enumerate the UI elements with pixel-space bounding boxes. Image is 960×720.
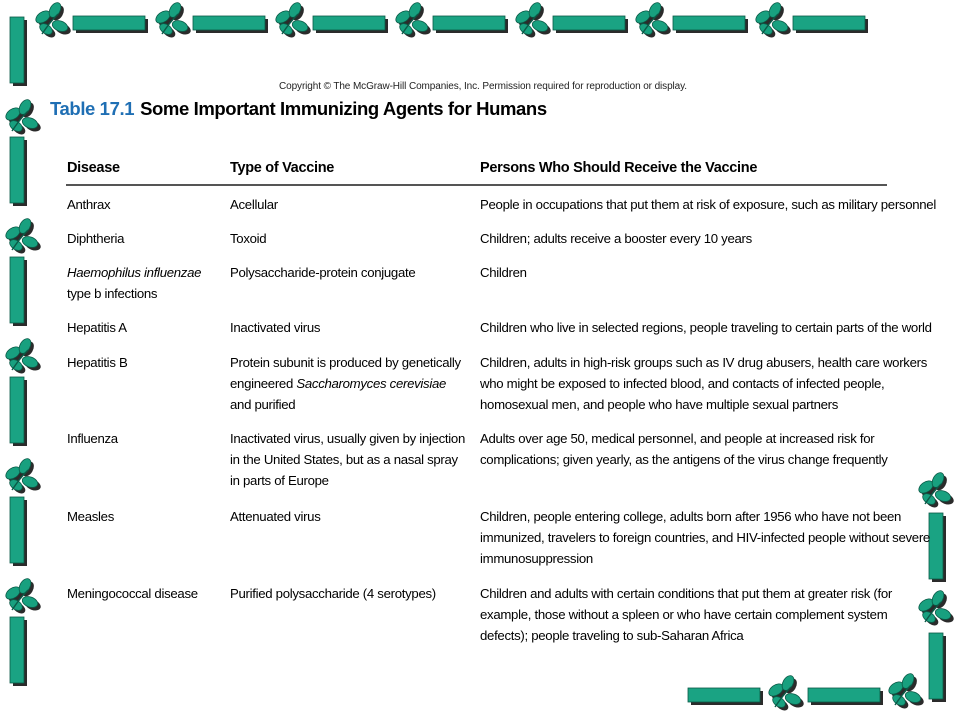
vaccine-type: Inactivated virus [230, 320, 321, 335]
persons-cell [480, 506, 930, 569]
disease-name: Anthrax [67, 197, 111, 212]
disease-name: Haemophilus influenzae [67, 265, 202, 280]
persons-text-2: complications; given yearly, as the antigens of the virus change frequently [480, 452, 888, 467]
header-recipients: Persons Who Should Receive the Vaccine [480, 160, 758, 176]
vaccine-cell [230, 583, 436, 604]
persons-text: Children who live in selected regions, people traveling to certain parts of the world [480, 320, 932, 335]
disease-name: Hepatitis A [67, 320, 127, 335]
vaccine-cell [230, 317, 320, 338]
table-title [50, 98, 547, 120]
disease-cell [67, 428, 118, 449]
disease-name: Diphtheria [67, 231, 125, 246]
persons-cell [480, 194, 936, 215]
vaccine-cell [230, 262, 415, 283]
persons-text-3: defects); people traveling to sub-Saharan Africa [480, 628, 744, 643]
table-number: Table 17.1 [50, 98, 135, 119]
left-border [4, 17, 43, 686]
persons-cell [480, 352, 927, 415]
vaccine-cell [230, 228, 266, 249]
vaccine-cell [230, 506, 321, 527]
persons-text: Children, people entering college, adults born after 1956 who have not been [480, 509, 902, 524]
vaccine-type: Attenuated virus [230, 509, 321, 524]
persons-text-2: example, those without a spleen or who have certain complement system [480, 607, 888, 622]
header-rule [66, 184, 887, 186]
disease-cell [67, 583, 198, 604]
vaccine-type: Protein subunit is produced by genetically [230, 355, 461, 370]
disease-name: Meningococcal disease [67, 586, 198, 601]
persons-text: Children [480, 265, 527, 280]
header-vaccine-type: Type of Vaccine [230, 160, 335, 176]
persons-cell [480, 228, 752, 249]
vaccine-type: Inactivated virus, usually given by injection [230, 431, 465, 446]
persons-cell [480, 583, 892, 646]
persons-text: People in occupations that put them at risk of exposure, such as military personnel [480, 197, 936, 212]
vaccine-cell [230, 428, 465, 491]
vaccine-type: Purified polysaccharide (4 serotypes) [230, 586, 436, 601]
persons-text: Children; adults receive a booster every 10 years [480, 231, 752, 246]
disease-cell [67, 506, 114, 527]
table-title-text: Some Important Immunizing Agents for Humans [140, 98, 547, 119]
vaccine-type-cont [230, 373, 461, 394]
vaccine-type-2: in the United States, but as a nasal spray [230, 452, 458, 467]
disease-name: Hepatitis B [67, 355, 128, 370]
vaccine-type: Toxoid [230, 231, 267, 246]
persons-text: Children and adults with certain conditions that put them at greater risk (for [480, 586, 893, 601]
persons-text-2: who might be exposed to infected blood, and contacts of infected people, [480, 376, 885, 391]
vaccine-type: Acellular [230, 197, 278, 212]
persons-text-3: immunosuppression [480, 551, 593, 566]
vaccine-type-3: in parts of Europe [230, 473, 329, 488]
disease-cell [67, 317, 127, 338]
persons-text: Adults over age 50, medical personnel, and people at increased risk for [480, 431, 875, 446]
copyright-notice: Copyright © The McGraw-Hill Companies, Inc. Permission required for reproduction or display. [279, 81, 687, 92]
top-border [34, 1, 868, 40]
disease-cell [67, 262, 201, 304]
vaccine-type-word: engineered [230, 376, 293, 391]
disease-name: Measles [67, 509, 115, 524]
vaccine-cell [230, 352, 461, 415]
vaccine-type: Polysaccharide-protein conjugate [230, 265, 416, 280]
organism-name: Saccharomyces cerevisiae [296, 376, 447, 391]
disease-name: Influenza [67, 431, 118, 446]
persons-text: Children, adults in high-risk groups such as IV drug abusers, health care workers [480, 355, 928, 370]
header-disease: Disease [67, 160, 120, 176]
vaccine-type-end: and purified [230, 397, 296, 412]
disease-cell [67, 194, 110, 215]
persons-text-3: homosexual men, and people who have multiple sexual partners [480, 397, 839, 412]
persons-cell [480, 317, 932, 338]
disease-cell [67, 228, 124, 249]
persons-cell [480, 262, 527, 283]
disease-name-cont: type b infections [67, 286, 158, 301]
bottom-border [688, 672, 925, 713]
persons-cell [480, 428, 888, 470]
persons-text-2: immunized, travelers to foreign countries, and HIV-infected people without severe [480, 530, 930, 545]
vaccine-cell [230, 194, 278, 215]
disease-cell [67, 352, 127, 373]
